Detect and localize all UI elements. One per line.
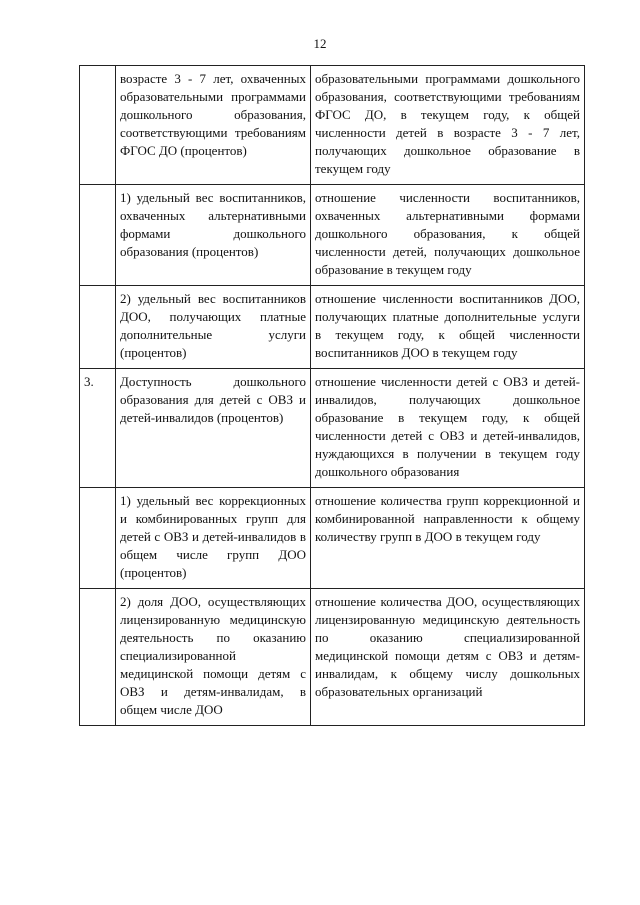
definition-cell: отношение численности воспитанников ДОО, получающих платные дополнительные услуги в текущем году, к общей численности воспитанников ДОО в текущем году: [311, 286, 585, 369]
page-number: 12: [313, 36, 327, 51]
indicator-cell: 2) доля ДОО, осуществляющих лицензированную медицинскую деятельность по оказанию специализированной медицинской помощи детям с ОВЗ и детям-инвалидам, в общем числе ДОО: [116, 589, 311, 726]
table-row: [80, 589, 585, 726]
definition-cell: отношение численности детей с ОВЗ и детей-инвалидов, получающих дошкольное образование в текущем году, к общей численности детей с ОВЗ и детей-инвалидов, нуждающихся в получении в текущем году дошкольного образования: [311, 369, 585, 488]
table-row: [80, 185, 585, 286]
definition-cell: образовательными программами дошкольного образования, соответствующими требованиям ФГОС ДО, в текущем году, к общей численности детей в возрасте 3 - 7 лет, получающих дошкольное образование в текущем году: [311, 66, 585, 185]
row-number: [80, 286, 116, 369]
table-body: [80, 66, 585, 726]
indicators-table: [79, 65, 585, 726]
definition-cell: отношение численности воспитанников, охваченных альтернативными формами дошкольного образования, к общей численности детей, получающих дошкольное образование в текущем году: [311, 185, 585, 286]
row-number: 3.: [80, 369, 116, 488]
row-number: [80, 66, 116, 185]
definition-cell: отношение количества ДОО, осуществляющих лицензированную медицинскую деятельность по оказанию специализированной медицинской помощи детям с ОВЗ и детям-инвалидам, к общему числу дошкольных образовательных организаций: [311, 589, 585, 726]
table-row: [80, 286, 585, 369]
definition-cell: отношение количества групп коррекционной и комбинированной направленности к общему количеству групп в ДОО в текущем году: [311, 488, 585, 589]
table-row: [80, 488, 585, 589]
indicator-cell: возрасте 3 - 7 лет, охваченных образовательными программами дошкольного образования, соответствующими требованиям ФГОС ДО (процентов): [116, 66, 311, 185]
indicator-cell: 1) удельный вес воспитанников, охваченных альтернативными формами дошкольного образования (процентов): [116, 185, 311, 286]
indicator-cell: Доступность дошкольного образования для детей с ОВЗ и детей-инвалидов (процентов): [116, 369, 311, 488]
table-row: [80, 66, 585, 185]
indicator-cell: 2) удельный вес воспитанников ДОО, получающих платные дополнительные услуги (процентов): [116, 286, 311, 369]
row-number: [80, 589, 116, 726]
row-number: [80, 185, 116, 286]
table-row: [80, 369, 585, 488]
indicator-cell: 1) удельный вес коррекционных и комбинированных групп для детей с ОВЗ и детей-инвалидов в общем числе групп ДОО (процентов): [116, 488, 311, 589]
row-number: [80, 488, 116, 589]
